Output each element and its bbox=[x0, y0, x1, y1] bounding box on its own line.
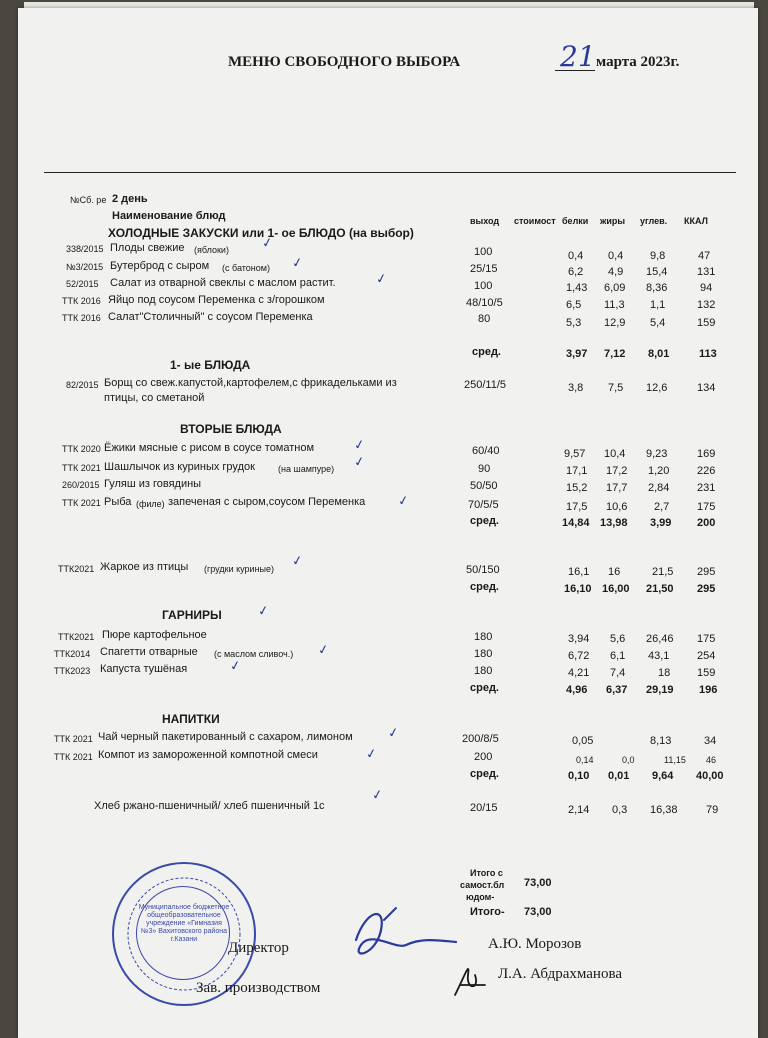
avg-carbs: 29,19 bbox=[646, 684, 674, 696]
production-signature-icon bbox=[440, 955, 500, 1005]
average-label: сред. bbox=[470, 682, 499, 694]
row-code: 338/2015 bbox=[66, 244, 104, 254]
output-value: 180 bbox=[474, 631, 493, 643]
total-label-line1: Итого с bbox=[470, 868, 503, 878]
fat-value: 10,6 bbox=[606, 501, 628, 513]
dish-name: Гуляш из говядины bbox=[104, 478, 202, 490]
dish-name-tail: запеченая с сыром,соусом Переменка bbox=[168, 496, 366, 508]
kcal-value: 226 bbox=[697, 465, 716, 477]
section-first-courses: 1- ые БЛЮДА bbox=[170, 358, 251, 372]
dish-name-continued: птицы, со сметаной bbox=[104, 392, 205, 404]
fat-value: 0,0 bbox=[622, 755, 635, 765]
check-mark-icon: ✓ bbox=[370, 787, 385, 804]
protein-value: 0,4 bbox=[568, 250, 584, 262]
col-carbs: углев. bbox=[640, 216, 668, 226]
avg-protein: 14,84 bbox=[562, 517, 590, 529]
carbs-value: 11,15 bbox=[664, 755, 686, 765]
protein-value: 16,1 bbox=[568, 566, 590, 578]
avg-carbs: 9,64 bbox=[652, 770, 674, 782]
avg-fat: 16,00 bbox=[602, 583, 630, 595]
kcal-value: 254 bbox=[697, 650, 716, 662]
kcal-value: 79 bbox=[706, 804, 719, 816]
fat-value: 17,7 bbox=[606, 482, 628, 494]
sb-label: №Сб. ре bbox=[70, 195, 107, 205]
kcal-value: 169 bbox=[697, 448, 716, 460]
dish-name: Яйцо под соусом Переменка с з/горошком bbox=[108, 294, 325, 306]
dish-note: (с батоном) bbox=[222, 263, 270, 273]
header-divider bbox=[44, 172, 736, 173]
production-title: Зав. производством bbox=[196, 980, 321, 996]
fat-value: 10,4 bbox=[604, 448, 626, 460]
row-code: ТТК 2016 bbox=[62, 296, 101, 306]
average-label: сред. bbox=[472, 346, 501, 358]
carbs-value: 5,4 bbox=[650, 317, 666, 329]
row-code: ТТК 2021 bbox=[54, 734, 93, 744]
output-value: 60/40 bbox=[472, 445, 500, 457]
total-label-line2: самост.бл bbox=[460, 880, 505, 890]
output-value: 90 bbox=[478, 463, 491, 475]
kcal-value: 47 bbox=[698, 250, 711, 262]
row-code: 82/2015 bbox=[66, 380, 99, 390]
row-code: ТТК 2021 bbox=[62, 498, 101, 508]
carbs-value: 1,1 bbox=[650, 299, 666, 311]
fat-value: 5,6 bbox=[610, 633, 626, 645]
col-output: выход bbox=[470, 216, 500, 226]
dish-note: (на шампуре) bbox=[278, 464, 335, 474]
total-value-2: 73,00 bbox=[524, 906, 552, 918]
kcal-value: 132 bbox=[697, 299, 716, 311]
avg-fat: 6,37 bbox=[606, 684, 628, 696]
kcal-value: 159 bbox=[697, 317, 716, 329]
row-code: ТТК2014 bbox=[54, 649, 91, 659]
avg-fat: 0,01 bbox=[608, 770, 630, 782]
dish-name: Капуста тушёная bbox=[100, 663, 188, 675]
protein-value: 17,1 bbox=[566, 465, 588, 477]
output-value: 80 bbox=[478, 313, 491, 325]
dish-note: (филе) bbox=[136, 499, 165, 509]
output-value: 25/15 bbox=[470, 263, 498, 275]
kcal-value: 34 bbox=[704, 735, 717, 747]
average-label: сред. bbox=[470, 581, 499, 593]
dish-name: Салат из отварной свеклы с маслом растит. bbox=[110, 277, 336, 289]
kcal-value: 46 bbox=[706, 755, 717, 765]
dish-name: Пюре картофельное bbox=[102, 629, 207, 641]
output-value: 180 bbox=[474, 665, 493, 677]
fat-value: 12,9 bbox=[604, 317, 626, 329]
dish-note: (грудки куриные) bbox=[204, 564, 275, 574]
avg-protein: 0,10 bbox=[568, 770, 590, 782]
col-cost: стоимост bbox=[514, 216, 556, 226]
check-mark-icon: ✓ bbox=[352, 437, 367, 454]
carbs-value: 15,4 bbox=[646, 266, 668, 278]
carbs-value: 21,5 bbox=[652, 566, 674, 578]
check-mark-icon: ✓ bbox=[374, 271, 389, 288]
protein-value: 3,8 bbox=[568, 382, 584, 394]
output-value: 180 bbox=[474, 648, 493, 660]
fat-value: 11,3 bbox=[604, 299, 625, 311]
protein-value: 4,21 bbox=[568, 667, 590, 679]
kcal-value: 175 bbox=[697, 501, 716, 513]
carbs-value: 43,1 bbox=[648, 650, 670, 662]
output-value: 50/150 bbox=[466, 564, 500, 576]
carbs-value: 26,46 bbox=[646, 633, 674, 645]
protein-value: 5,3 bbox=[566, 317, 582, 329]
director-name: А.Ю. Морозов bbox=[488, 936, 582, 952]
avg-kcal: 295 bbox=[697, 583, 716, 595]
col-kcal: ККАЛ bbox=[684, 216, 708, 226]
check-mark-icon: ✓ bbox=[228, 658, 243, 675]
output-value: 70/5/5 bbox=[468, 499, 499, 511]
dish-name: Салат"Столичный" с соусом Переменка bbox=[108, 311, 313, 323]
section-cold-snacks: ХОЛОДНЫЕ ЗАКУСКИ или 1- ое БЛЮДО (на выбор) bbox=[108, 226, 414, 240]
production-name: Л.А. Абдрахманова bbox=[498, 966, 622, 982]
protein-value: 2,14 bbox=[568, 804, 590, 816]
row-code: 260/2015 bbox=[62, 480, 100, 490]
kcal-value: 94 bbox=[700, 282, 713, 294]
row-code: ТТК 2021 bbox=[62, 463, 101, 473]
carbs-value: 18 bbox=[658, 667, 671, 679]
dish-name: Плоды свежие bbox=[110, 242, 185, 254]
protein-value: 6,5 bbox=[566, 299, 582, 311]
dish-name: Шашлычок из куриных грудок bbox=[104, 461, 255, 473]
section-second-courses: ВТОРЫЕ БЛЮДА bbox=[180, 422, 282, 436]
dish-note: (с маслом сливоч.) bbox=[214, 649, 294, 659]
fat-value: 7,5 bbox=[608, 382, 624, 394]
avg-fat: 13,98 bbox=[600, 517, 628, 529]
avg-fat: 7,12 bbox=[604, 348, 626, 360]
section-garnishes: ГАРНИРЫ bbox=[162, 608, 222, 622]
carbs-value: 12,6 bbox=[646, 382, 668, 394]
avg-carbs: 21,50 bbox=[646, 583, 674, 595]
total-label-line3: юдом- bbox=[466, 892, 495, 902]
fat-value: 6,1 bbox=[610, 650, 626, 662]
carbs-value: 8,36 bbox=[646, 282, 668, 294]
avg-protein: 16,10 bbox=[564, 583, 592, 595]
row-code: ТТК 2020 bbox=[62, 444, 101, 454]
check-mark-icon: ✓ bbox=[396, 493, 411, 510]
check-mark-icon: ✓ bbox=[316, 642, 331, 659]
check-mark-icon: ✓ bbox=[290, 255, 305, 272]
avg-kcal: 40,00 bbox=[696, 770, 724, 782]
avg-carbs: 3,99 bbox=[650, 517, 672, 529]
protein-value: 9,57 bbox=[564, 448, 586, 460]
carbs-value: 2,84 bbox=[648, 482, 670, 494]
protein-value: 3,94 bbox=[568, 633, 590, 645]
col-fat: жиры bbox=[600, 216, 626, 226]
dish-name: Жаркое из птицы bbox=[100, 561, 189, 573]
kcal-value: 159 bbox=[697, 667, 716, 679]
row-code: 52/2015 bbox=[66, 279, 99, 289]
output-value: 250/11/5 bbox=[464, 379, 507, 391]
date-underline bbox=[555, 70, 595, 71]
protein-value: 17,5 bbox=[566, 501, 588, 513]
dish-name: Компот из замороженной компотной смеси bbox=[98, 749, 318, 761]
avg-protein: 4,96 bbox=[566, 684, 588, 696]
col-protein: белки bbox=[562, 216, 589, 226]
output-value: 100 bbox=[474, 246, 493, 258]
section-drinks: НАПИТКИ bbox=[162, 712, 220, 726]
dish-name: Бутерброд с сыром bbox=[110, 260, 210, 272]
day-label: 2 день bbox=[112, 193, 148, 205]
fat-value: 17,2 bbox=[606, 465, 628, 477]
dish-name: Хлеб ржано-пшеничный/ хлеб пшеничный 1с bbox=[94, 800, 325, 812]
carbs-value: 1,20 bbox=[648, 465, 670, 477]
row-code: №3/2015 bbox=[66, 262, 104, 272]
director-title: Директор bbox=[228, 940, 289, 956]
carbs-value: 16,38 bbox=[650, 804, 678, 816]
fat-value: 7,4 bbox=[610, 667, 626, 679]
protein-value: 15,2 bbox=[566, 482, 588, 494]
kcal-value: 295 bbox=[697, 566, 716, 578]
protein-value: 6,72 bbox=[568, 650, 590, 662]
dish-name: Рыба bbox=[104, 496, 132, 508]
page-title: МЕНЮ СВОБОДНОГО ВЫБОРА bbox=[228, 54, 461, 70]
output-value: 200 bbox=[474, 751, 493, 763]
dish-note: (яблоки) bbox=[194, 245, 229, 255]
avg-kcal: 200 bbox=[697, 517, 716, 529]
kcal-value: 231 bbox=[697, 482, 716, 494]
kcal-value: 175 bbox=[697, 633, 716, 645]
check-mark-icon: ✓ bbox=[260, 235, 275, 252]
avg-kcal: 196 bbox=[699, 684, 718, 696]
output-value: 200/8/5 bbox=[462, 733, 499, 745]
avg-kcal: 113 bbox=[699, 348, 717, 360]
check-mark-icon: ✓ bbox=[364, 746, 379, 763]
check-mark-icon: ✓ bbox=[386, 725, 401, 742]
row-code: ТТК2023 bbox=[54, 666, 91, 676]
output-value: 20/15 bbox=[470, 802, 498, 814]
kcal-value: 131 bbox=[697, 266, 716, 278]
row-code: ТТК 2016 bbox=[62, 313, 101, 323]
average-label: сред. bbox=[470, 768, 499, 780]
row-code: ТТК 2021 bbox=[54, 752, 93, 762]
total-label-final: Итого- bbox=[470, 906, 505, 918]
fat-value: 0,3 bbox=[612, 804, 628, 816]
fat-value: 16 bbox=[608, 566, 621, 578]
output-value: 50/50 bbox=[470, 480, 498, 492]
stamp-text: Муниципальное бюджетное общеобразовательное учреждение «Гимназия №3» Вахитовского района г.Казани bbox=[138, 904, 230, 943]
avg-carbs: 8,01 bbox=[648, 348, 670, 360]
kcal-value: 134 bbox=[697, 382, 716, 394]
protein-value: 0,05 bbox=[572, 735, 594, 747]
carbs-value: 8,13 bbox=[650, 735, 672, 747]
dish-name: Борщ со свеж.капустой,картофелем,с фрикадельками из bbox=[104, 377, 397, 389]
fat-value: 4,9 bbox=[608, 266, 624, 278]
carbs-value: 9,23 bbox=[646, 448, 668, 460]
dish-name: Чай черный пакетированный с сахаром, лимоном bbox=[98, 731, 353, 743]
row-code: ТТК2021 bbox=[58, 632, 95, 642]
protein-value: 1,43 bbox=[566, 282, 588, 294]
total-value-1: 73,00 bbox=[524, 877, 552, 889]
average-label: сред. bbox=[470, 515, 499, 527]
protein-value: 6,2 bbox=[568, 266, 584, 278]
name-column-header: Наименование блюд bbox=[112, 210, 226, 222]
avg-protein: 3,97 bbox=[566, 348, 588, 360]
check-mark-icon: ✓ bbox=[290, 553, 305, 570]
date-month-year: марта 2023г. bbox=[596, 54, 680, 70]
dish-name: Ёжики мясные с рисом в соусе томатном bbox=[104, 442, 315, 454]
protein-value: 0,14 bbox=[576, 755, 594, 765]
output-value: 100 bbox=[474, 280, 493, 292]
carbs-value: 9,8 bbox=[650, 250, 666, 262]
carbs-value: 2,7 bbox=[654, 501, 670, 513]
output-value: 48/10/5 bbox=[466, 297, 503, 309]
row-code: ТТК2021 bbox=[58, 564, 95, 574]
fat-value: 6,09 bbox=[604, 282, 626, 294]
dish-name: Спагетти отварные bbox=[100, 646, 198, 658]
fat-value: 0,4 bbox=[608, 250, 624, 262]
check-mark-icon: ✓ bbox=[256, 603, 271, 620]
check-mark-icon: ✓ bbox=[352, 454, 367, 471]
date-day-handwritten: 21 bbox=[560, 40, 596, 73]
